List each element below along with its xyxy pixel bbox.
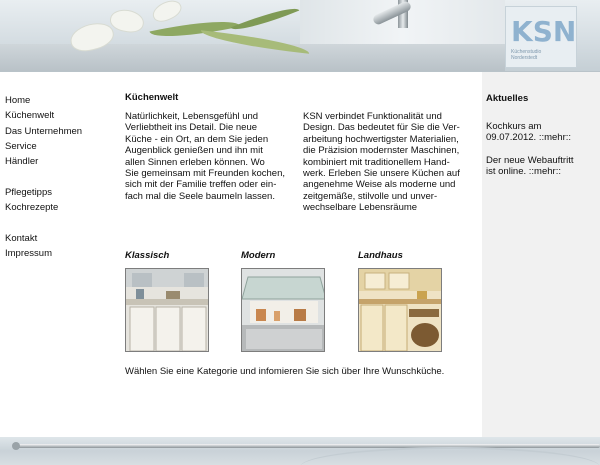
category-klassisch[interactable] <box>125 250 215 352</box>
category-modern[interactable] <box>241 250 331 352</box>
nav-spacer <box>5 169 82 184</box>
sidebar-title: Aktuelles <box>486 93 529 104</box>
tulip-flower-image <box>108 7 145 35</box>
tulip-leaf-image <box>231 1 300 36</box>
rail-end-image <box>12 442 20 450</box>
logo-text: KSN <box>511 15 577 48</box>
kitchen-modern-image[interactable] <box>241 268 325 352</box>
nav-item-kontakt[interactable]: Kontakt <box>5 232 38 244</box>
category-label[interactable]: Klassisch <box>125 250 170 261</box>
intro-text-right: KSN verbindet Funktionalität und Design. Das bedeutet für Sie die Ver- arbeitung hochwertigster Materialien, die Präzision modernster Maschinen, kombiniert mit traditionellem Hand- werk. Erleben Sie unsere Küchen auf angenehme Weise als moderne und zeitgemäße, stilvolle und unver- wechselbare Lebensräume <box>303 111 460 214</box>
footer-banner <box>0 437 600 465</box>
page-title: Küchenwelt <box>125 92 179 103</box>
intro-text-left: Natürlichkeit, Lebensgefühl und Verliebtheit ins Detail. Die neue Küche - ein Ort, an dem Sie jeden Augenblick genießen und ihn mit allen Sinnen erleben können. Wo Sie gemeinsam mit Freunden kochen, sich mit der Familie treffen oder ein- fach mal die Seele baumeln lassen. <box>125 111 285 202</box>
kitchen-landhaus-image[interactable] <box>358 268 442 352</box>
ksn-logo[interactable] <box>505 6 577 68</box>
nav-item-pflegetipps[interactable]: Pflegetipps <box>5 186 53 198</box>
category-label[interactable]: Landhaus <box>358 250 403 261</box>
header-banner <box>0 0 600 72</box>
news-item[interactable]: Kochkurs am 09.07.2012. ::mehr:: <box>486 121 572 144</box>
category-hint: Wählen Sie eine Kategorie und infomieren Sie sich über Ihre Wunschküche. <box>125 366 445 377</box>
nav-item-home[interactable]: Home <box>5 95 31 106</box>
kitchen-klassisch-image[interactable] <box>125 268 209 352</box>
left-navigation <box>0 72 117 437</box>
news-sidebar <box>482 72 600 437</box>
nav-item-impressum[interactable]: Impressum <box>5 247 52 259</box>
nav-item-haendler[interactable]: Händler <box>5 156 39 168</box>
main-content <box>117 72 482 437</box>
nav-spacer <box>5 215 82 230</box>
logo-subtitle: Küchenstudio Norderstedt <box>511 49 542 61</box>
news-item[interactable]: Der neue Webauftritt ist online. ::mehr:: <box>486 155 574 178</box>
tulip-flower-image <box>150 0 185 25</box>
nav-item-kuechenwelt[interactable]: Küchenwelt <box>5 110 55 122</box>
nav-item-kochrezepte[interactable]: Kochrezepte <box>5 202 59 214</box>
footer-arc-image <box>300 447 600 465</box>
category-landhaus[interactable] <box>358 250 448 352</box>
nav-item-unternehmen[interactable]: Das Unternehmen <box>5 125 83 137</box>
rail-image <box>14 444 600 448</box>
category-label[interactable]: Modern <box>241 250 276 261</box>
nav-item-service[interactable]: Service <box>5 140 37 152</box>
